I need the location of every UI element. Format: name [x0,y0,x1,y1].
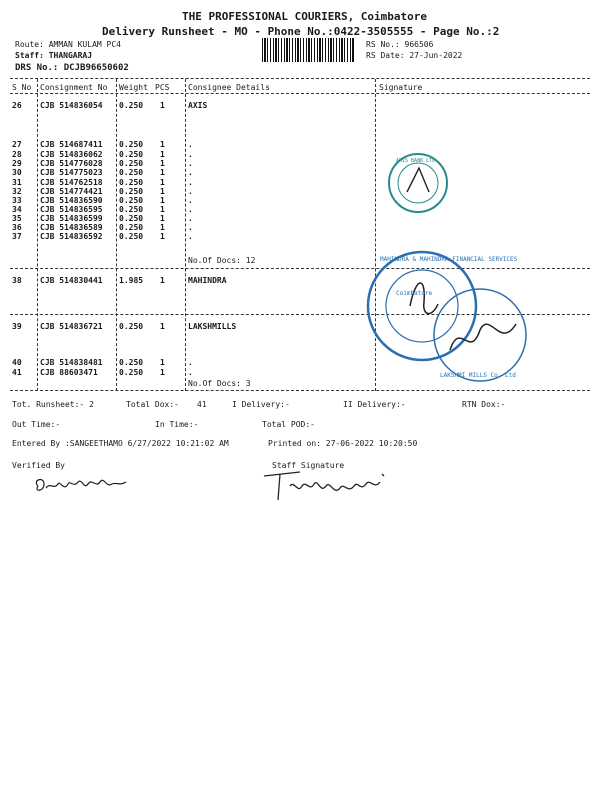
weight-cell: 1.985 [119,276,144,285]
col-header-pcs: PCS [155,83,170,92]
sno-cell: 41 [12,368,22,377]
col-header-signature: Signature [379,83,423,92]
company-title: THE PROFESSIONAL COURIERS, Coimbatore [182,10,428,23]
consignment-cell: CJB 514687411 [40,140,103,149]
consignment-cell: CJB 514836589 [40,223,103,232]
pcs-cell: 1 [160,159,165,168]
ii-delivery: II Delivery:- [343,400,406,409]
consignment-cell: CJB 514774421 [40,187,103,196]
consignee-cell: . [188,150,193,159]
weight-cell: 0.250 [119,214,144,223]
header-bottom-rule [10,93,590,94]
consignee-cell: . [188,159,193,168]
consignee-cell: . [188,232,193,241]
total-dox-value: 41 [197,400,207,409]
consignment-cell: CJB 88603471 [40,368,98,377]
pcs-cell: 1 [160,178,165,187]
weight-cell: 0.250 [119,140,144,149]
pcs-cell: 1 [160,223,165,232]
consignment-cell: CJB 514836590 [40,196,103,205]
consignment-cell: CJB 514830441 [40,276,103,285]
col-header-consignment: Consignment No [40,83,108,92]
weight-cell: 0.250 [119,168,144,177]
pcs-cell: 1 [160,358,165,367]
pcs-cell: 1 [160,214,165,223]
pcs-cell: 1 [160,140,165,149]
consignment-cell: CJB 514836062 [40,150,103,159]
weight-cell: 0.250 [119,196,144,205]
weight-cell: 0.250 [119,358,144,367]
consignment-cell: CJB 514836595 [40,205,103,214]
sno-cell: 31 [12,178,22,187]
staff-label: Staff: THANGARAJ [15,51,93,60]
printed-on: Printed on: 27-06-2022 10:20:50 [268,439,418,448]
route-label: Route: AMMAN KULAM PC4 [15,40,121,49]
consignee-cell: . [188,168,193,177]
weight-cell: 0.250 [119,101,144,110]
pcs-cell: 1 [160,187,165,196]
pcs-cell: 1 [160,101,165,110]
sno-cell: 29 [12,159,22,168]
tot-runsheet: Tot. Runsheet:- 2 [12,400,94,409]
sno-cell: 40 [12,358,22,367]
sno-cell: 35 [12,214,22,223]
consignee-cell: LAKSHMILLS [188,322,237,331]
sno-cell: 39 [12,322,22,331]
weight-cell: 0.250 [119,178,144,187]
consignee-cell: MAHINDRA [188,276,227,285]
weight-cell: 0.250 [119,368,144,377]
consignment-cell: CJB 514762518 [40,178,103,187]
pcs-cell: 1 [160,322,165,331]
pcs-cell: 1 [160,205,165,214]
consignee-cell: . [188,196,193,205]
sno-cell: 33 [12,196,22,205]
rtn-dox: RTN Dox:- [462,400,506,409]
col-header-consignee: Consignee Details [188,83,270,92]
total-dox-label: Total Dox:- [126,400,179,409]
consignee-cell: . [188,187,193,196]
lakshmi-stamp-text: LAKSHMI MILLS Co. Ltd [440,372,516,379]
consignee-cell: . [188,368,193,377]
table-bottom-rule [10,390,590,391]
consignee-cell: . [188,140,193,149]
weight-cell: 0.250 [119,150,144,159]
sno-cell: 34 [12,205,22,214]
pcs-cell: 1 [160,276,165,285]
weight-cell: 0.250 [119,205,144,214]
barcode [262,38,354,62]
drs-number: DRS No.: DCJB96650602 [15,63,129,73]
table-top-rule [10,78,590,79]
weight-cell: 0.250 [119,232,144,241]
table-row [0,232,600,243]
col-header-sno: S No [12,83,32,92]
consignment-cell: CJB 514836054 [40,101,103,110]
consignment-cell: CJB 514776028 [40,159,103,168]
weight-cell: 0.250 [119,159,144,168]
consignee-cell: . [188,223,193,232]
entered-by: Entered By :SANGEETHAMO 6/27/2022 10:21:02 AM [12,439,229,448]
verified-by-label: Verified By [12,461,65,470]
consignee-cell: AXIS [188,101,208,110]
sno-cell: 28 [12,150,22,159]
pcs-cell: 1 [160,196,165,205]
verifier-signature [30,470,140,500]
in-time: In Time:- [155,420,199,429]
mahindra-stamp-text: MAHINDRA & MAHINDRA FINANCIAL SERVICES [380,256,518,263]
doc-count-1: No.Of Docs: 12 [188,256,256,265]
weight-cell: 0.250 [119,322,144,331]
out-time: Out Time:- [12,420,61,429]
pcs-cell: 1 [160,232,165,241]
consignment-cell: CJB 514836592 [40,232,103,241]
consignment-cell: CJB 514836599 [40,214,103,223]
consignment-cell: CJB 514836721 [40,322,103,331]
weight-cell: 0.250 [119,223,144,232]
total-pod: Total POD:- [262,420,315,429]
axis-stamp-text: AXIS BANK LTD [396,158,436,164]
i-delivery: I Delivery:- [232,400,290,409]
pcs-cell: 1 [160,168,165,177]
consignee-cell: . [188,178,193,187]
pcs-cell: 1 [160,150,165,159]
mahindra-stamp-city: Coimbatore [396,290,433,297]
table-row [0,101,600,112]
pcs-cell: 1 [160,368,165,377]
staff-signature-label: Staff Signature [272,461,345,470]
sno-cell: 32 [12,187,22,196]
consignee-cell: . [188,214,193,223]
sno-cell: 36 [12,223,22,232]
group-rule-1 [10,268,590,269]
consignee-cell: . [188,358,193,367]
sno-cell: 30 [12,168,22,177]
col-header-weight: Weight [119,83,148,92]
weight-cell: 0.250 [119,187,144,196]
doc-count-2: No.Of Docs: 3 [188,379,251,388]
rs-number: RS No.: 966506 [366,40,434,49]
staff-handwritten-signature [260,466,410,506]
sno-cell: 38 [12,276,22,285]
sno-cell: 27 [12,140,22,149]
consignment-cell: CJB 514775023 [40,168,103,177]
runsheet-subtitle: Delivery Runsheet - MO - Phone No.:0422-3505555 - Page No.:2 [102,25,500,38]
rs-date: RS Date: 27-Jun-2022 [366,51,463,60]
consignee-cell: . [188,205,193,214]
consignment-cell: CJB 514838481 [40,358,103,367]
sno-cell: 37 [12,232,22,241]
sno-cell: 26 [12,101,22,110]
